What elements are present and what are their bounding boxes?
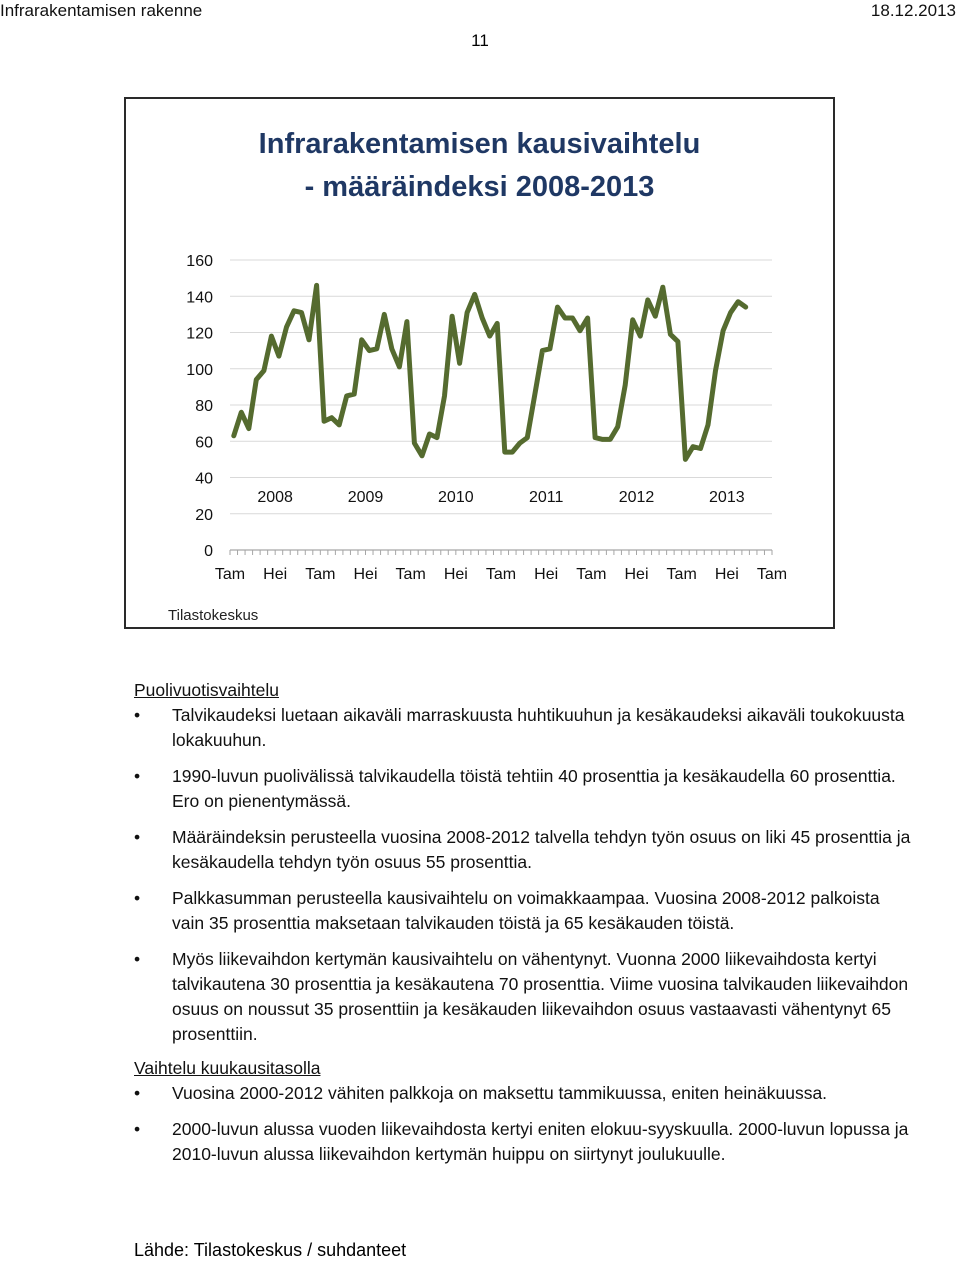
body-text: [134, 678, 914, 1167]
bullet-item: • Määräindeksin perusteella vuosina 2008-2012 talvella tehdyn työn osuus on liki 45 prosenttia ja kesäkaudella tehdyn työn osuus 55 prosenttia.: [134, 825, 914, 875]
x-tick-label: Tam: [756, 566, 788, 583]
section-heading-half-year: Puolivuotisvaihtelu: [134, 680, 279, 700]
series-line-maaraindeksi: [234, 285, 746, 459]
x-tick-label: Tam: [666, 566, 697, 583]
bullet-item: • Vuosina 2000-2012 vähiten palkkoja on maksettu tammikuussa, eniten heinäkuussa.: [134, 1081, 914, 1106]
x-tick-label: Tam: [576, 566, 607, 583]
series-lines: [234, 285, 746, 459]
x-tick-label: Tam: [485, 566, 517, 583]
x-tick-label: Hei: [263, 566, 288, 583]
chart-panel: [124, 97, 835, 629]
year-label: 2009: [347, 489, 384, 506]
chart-title-line-2: - määräindeksi 2008-2013: [304, 171, 655, 203]
x-tick-label: Hei: [624, 566, 649, 583]
y-axis-tick-labels: [186, 253, 213, 560]
bullet-item: • Myös liikevaihdon kertymän kausivaihtelu on vähentynyt. Vuonna 2000 liikevaihdosta kertyi talvikautena 30 prosenttia ja kesäkautena 70 prosenttia. Viime vuosina talvikauden liikevaihdon osuus on noussut 35 prosenttiin ja kesäkauden liikevaihdon osuus vastaavasti vähentynyt 65 prosenttiin.: [134, 947, 914, 1047]
y-tick-label: 20: [195, 506, 213, 524]
x-tick-label: Hei: [353, 566, 378, 583]
x-axis-tick-labels: [215, 566, 787, 583]
bullet-item: • 2000-luvun alussa vuoden liikevaihdosta kertyi eniten elokuu-syyskuulla. 2000-luvun lopussa ja 2010-luvun alussa liikevaihdon kertymän huippu on siirtynyt joulukuulle.: [134, 1117, 914, 1167]
bullet-item: • Talvikaudeksi luetaan aikaväli marraskuusta huhtikuuhun ja kesäkaudeksi aikaväli toukokuusta lokakuuhun.: [134, 703, 914, 753]
y-tick-label: 60: [195, 434, 213, 452]
x-tick-label: Tam: [395, 566, 426, 583]
x-tick-label: Hei: [534, 566, 559, 583]
y-tick-label: 160: [186, 253, 213, 270]
monthly-bullet-list: [134, 1081, 914, 1167]
y-tick-label: 120: [186, 325, 213, 343]
y-tick-label: 140: [186, 289, 213, 307]
x-axis: [230, 550, 772, 555]
document-header-title: Infrarakentamisen rakenne: [0, 1, 203, 20]
document-header-date: 18.12.2013: [870, 1, 956, 20]
bullet-item: • 1990-luvun puolivälissä talvikaudella töistä tehtiin 40 prosenttia ja kesäkaudella 60 prosenttia. Ero on pienentymässä.: [134, 764, 914, 814]
x-tick-label: Tam: [214, 566, 246, 583]
year-label: 2010: [438, 489, 474, 506]
page-number: 11: [471, 31, 489, 50]
x-tick-label: Hei: [714, 566, 739, 583]
line-chart: [126, 99, 833, 627]
source-footer: Lähde: Tilastokeskus / suhdanteet: [134, 1240, 407, 1260]
year-label: 2008: [257, 489, 293, 506]
y-tick-label: 40: [195, 470, 213, 488]
chart-title-line-1: Infrarakentamisen kausivaihtelu: [258, 128, 701, 160]
chart-source-label: Tilastokeskus: [168, 607, 259, 624]
year-labels: [257, 489, 744, 506]
x-tick-label: Tam: [305, 566, 336, 583]
y-tick-label: 100: [186, 361, 213, 379]
section-heading-monthly: Vaihtelu kuukausitasolla: [134, 1058, 321, 1078]
y-tick-label: 0: [204, 543, 213, 560]
bullet-item: • Palkkasumman perusteella kausivaihtelu on voimakkaampaa. Vuosina 2008-2012 palkoista vain 35 prosenttia maksetaan talvikauden töistä ja 65 kesäkauden töistä.: [134, 886, 914, 936]
half-year-bullet-list: [134, 703, 914, 1047]
x-tick-label: Hei: [443, 566, 468, 583]
year-label: 2012: [618, 489, 655, 506]
year-label: 2011: [528, 489, 564, 506]
year-label: 2013: [709, 489, 745, 506]
y-tick-label: 80: [195, 398, 213, 415]
